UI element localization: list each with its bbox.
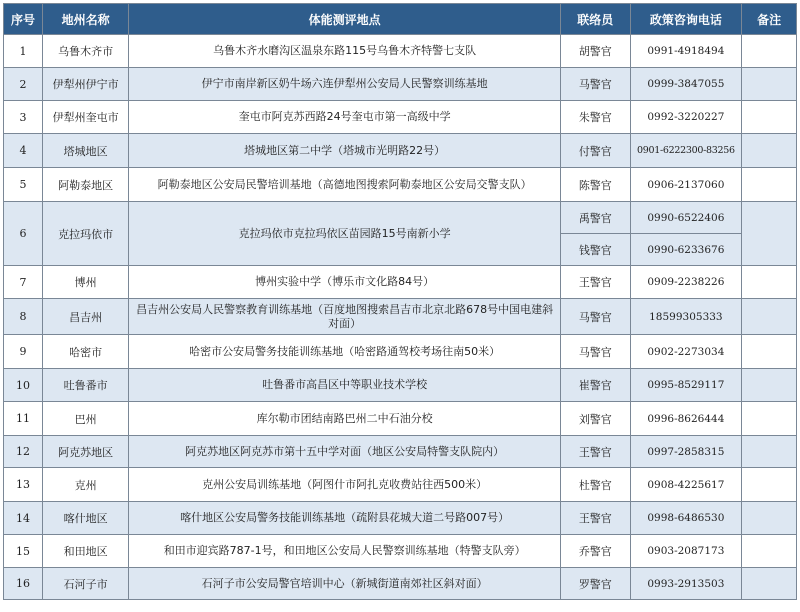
header-note: 备注 (742, 4, 797, 35)
row-region: 哈密市 (42, 335, 128, 369)
table-row (4, 369, 797, 402)
row-phone: 0902-2273034 (630, 335, 742, 369)
row-contact: 王警官 (561, 502, 631, 535)
row-note (742, 535, 797, 568)
row-note (742, 35, 797, 68)
table-row (4, 468, 797, 502)
row-region: 阿克苏地区 (42, 436, 128, 468)
row-phone: 0990-6522406 (630, 202, 742, 234)
row-no: 6 (4, 202, 43, 266)
table-header-row (4, 4, 797, 35)
row-location: 克州公安局训练基地（阿图什市阿扎克收费站往西500米） (129, 468, 561, 502)
table-row (4, 168, 797, 202)
row-location: 阿克苏地区阿克苏市第十五中学对面（地区公安局特警支队院内） (129, 436, 561, 468)
row-region: 吐鲁番市 (42, 369, 128, 402)
row-contact: 陈警官 (561, 168, 631, 202)
row-contact: 罗警官 (561, 568, 631, 600)
row-location: 阿勒泰地区公安局民警培训基地（高德地图搜索阿勒泰地区公安局交警支队） (129, 168, 561, 202)
row-no: 2 (4, 68, 43, 101)
row-contact: 马警官 (561, 299, 631, 335)
row-region: 阿勒泰地区 (42, 168, 128, 202)
row-location: 奎屯市阿克苏西路24号奎屯市第一高级中学 (129, 101, 561, 134)
row-contact: 王警官 (561, 266, 631, 299)
row-contact-secondary: 钱警官 (561, 234, 631, 266)
row-contact: 刘警官 (561, 402, 631, 436)
row-no: 11 (4, 402, 43, 436)
row-contact: 杜警官 (561, 468, 631, 502)
row-no: 8 (4, 299, 43, 335)
row-phone: 0908-4225617 (630, 468, 742, 502)
row-phone: 0996-8626444 (630, 402, 742, 436)
row-note (742, 168, 797, 202)
row-note (742, 299, 797, 335)
row-region: 伊犁州伊宁市 (42, 68, 128, 101)
table-row (4, 202, 797, 234)
row-note (742, 68, 797, 101)
row-location: 和田市迎宾路787-1号，和田地区公安局人民警察训练基地（特警支队旁） (129, 535, 561, 568)
row-region: 伊犁州奎屯市 (42, 101, 128, 134)
row-phone: 0995-8529117 (630, 369, 742, 402)
table-row (4, 402, 797, 436)
row-no: 9 (4, 335, 43, 369)
row-phone: 0999-3847055 (630, 68, 742, 101)
row-note (742, 335, 797, 369)
header-contact: 联络员 (561, 4, 631, 35)
table-row (4, 35, 797, 68)
row-note (742, 402, 797, 436)
row-no: 16 (4, 568, 43, 600)
row-no: 1 (4, 35, 43, 68)
row-phone: 0909-2238226 (630, 266, 742, 299)
row-contact: 崔警官 (561, 369, 631, 402)
row-phone: 0906-2137060 (630, 168, 742, 202)
row-location: 哈密市公安局警务技能训练基地（哈密路通驾校考场往南50米） (129, 335, 561, 369)
row-note (742, 568, 797, 600)
row-contact: 马警官 (561, 335, 631, 369)
row-phone: 18599305333 (630, 299, 742, 335)
table-row (4, 502, 797, 535)
row-phone: 0991-4918494 (630, 35, 742, 68)
row-no: 4 (4, 134, 43, 168)
row-no: 7 (4, 266, 43, 299)
row-note (742, 369, 797, 402)
row-no: 5 (4, 168, 43, 202)
row-location: 伊宁市南岸新区奶牛场六连伊犁州公安局人民警察训练基地 (129, 68, 561, 101)
row-contact: 禹警官 (561, 202, 631, 234)
evaluation-sites-table (3, 3, 797, 600)
row-note (742, 134, 797, 168)
row-no: 3 (4, 101, 43, 134)
table-row (4, 68, 797, 101)
row-contact: 马警官 (561, 68, 631, 101)
row-region: 克州 (42, 468, 128, 502)
row-contact: 王警官 (561, 436, 631, 468)
row-note (742, 468, 797, 502)
header-no: 序号 (4, 4, 43, 35)
table-row (4, 335, 797, 369)
row-location: 塔城地区第二中学（塔城市光明路22号） (129, 134, 561, 168)
row-region: 塔城地区 (42, 134, 128, 168)
row-region: 乌鲁木齐市 (42, 35, 128, 68)
table-row (4, 101, 797, 134)
row-region: 巴州 (42, 402, 128, 436)
header-location: 体能测评地点 (129, 4, 561, 35)
table-row (4, 299, 797, 335)
row-contact: 乔警官 (561, 535, 631, 568)
row-region: 博州 (42, 266, 128, 299)
row-phone: 0901-6222300-83256 (630, 134, 742, 168)
row-phone-secondary: 0990-6233676 (630, 234, 742, 266)
row-no: 14 (4, 502, 43, 535)
row-region: 石河子市 (42, 568, 128, 600)
row-region: 克拉玛依市 (42, 202, 128, 266)
header-region: 地州名称 (42, 4, 128, 35)
row-no: 12 (4, 436, 43, 468)
row-phone: 0997-2858315 (630, 436, 742, 468)
row-no: 13 (4, 468, 43, 502)
row-phone: 0998-6486530 (630, 502, 742, 535)
table-row (4, 266, 797, 299)
table-row (4, 436, 797, 468)
row-region: 和田地区 (42, 535, 128, 568)
row-location: 博州实验中学（博乐市文化路84号） (129, 266, 561, 299)
row-note (742, 101, 797, 134)
header-phone: 政策咨询电话 (630, 4, 742, 35)
row-contact: 胡警官 (561, 35, 631, 68)
row-region: 昌吉州 (42, 299, 128, 335)
row-location: 昌吉州公安局人民警察教育训练基地（百度地图搜索昌吉市北京北路678号中国电建斜对面） (129, 299, 561, 335)
row-location: 石河子市公安局警官培训中心（新城街道南郊社区斜对面） (129, 568, 561, 600)
row-location: 吐鲁番市高昌区中等职业技术学校 (129, 369, 561, 402)
row-no: 15 (4, 535, 43, 568)
row-location: 库尔勒市团结南路巴州二中石油分校 (129, 402, 561, 436)
row-contact: 朱警官 (561, 101, 631, 134)
table-row (4, 535, 797, 568)
row-note (742, 202, 797, 266)
row-location: 克拉玛依市克拉玛依区苗园路15号南新小学 (129, 202, 561, 266)
row-note (742, 436, 797, 468)
row-note (742, 502, 797, 535)
table-row (4, 134, 797, 168)
row-phone: 0993-2913503 (630, 568, 742, 600)
row-region: 喀什地区 (42, 502, 128, 535)
table-row (4, 568, 797, 600)
row-location: 喀什地区公安局警务技能训练基地（疏附县花城大道二号路007号） (129, 502, 561, 535)
row-phone: 0903-2087173 (630, 535, 742, 568)
row-note (742, 266, 797, 299)
row-phone: 0992-3220227 (630, 101, 742, 134)
row-location: 乌鲁木齐水磨沟区温泉东路115号乌鲁木齐特警七支队 (129, 35, 561, 68)
row-no: 10 (4, 369, 43, 402)
row-contact: 付警官 (561, 134, 631, 168)
